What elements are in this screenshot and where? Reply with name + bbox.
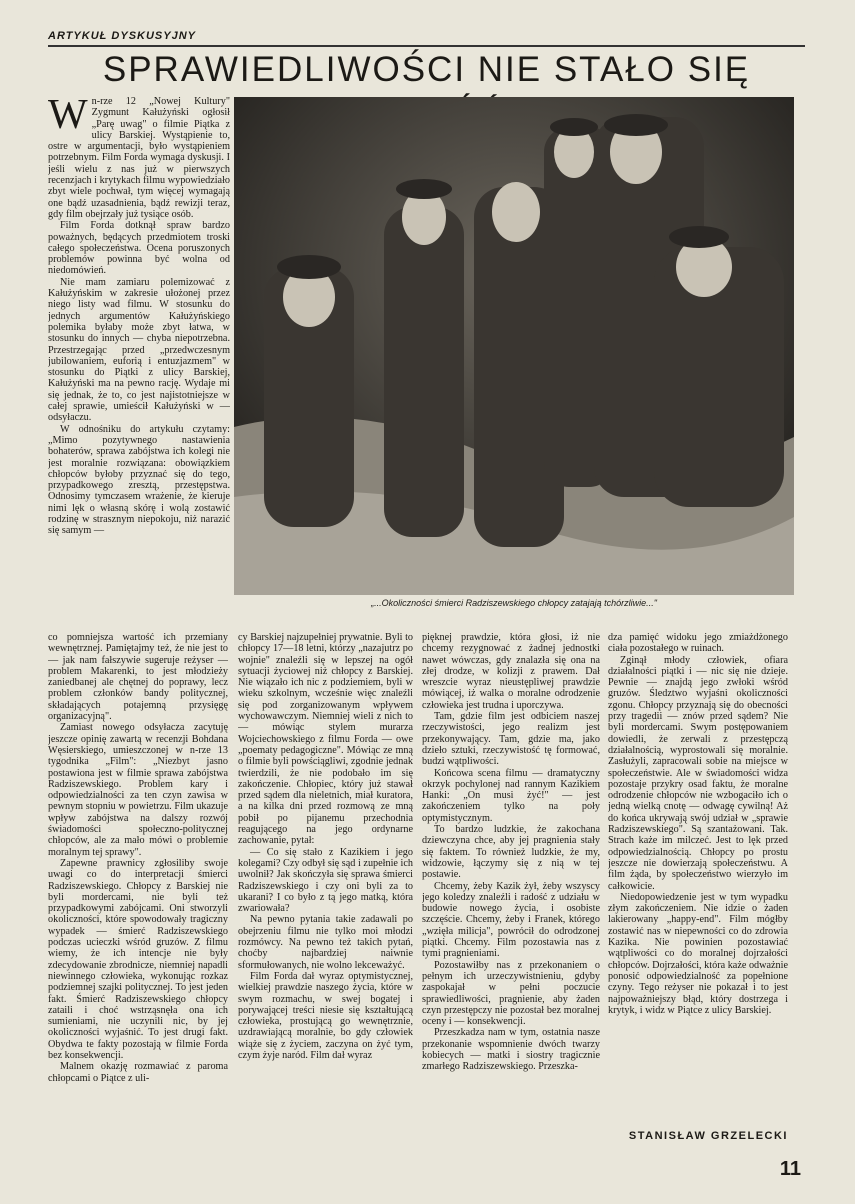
paragraph: Chcemy, żeby Kazik żył, żeby wszyscy jego koledzy znaleźli i radość z udziału w budowie nowego życia, i osobiste szczęście. Chcemy, żeby i Franek, którego „wzięła milicja", powrócił do odrodzonej piątki. Chcemy. Film pozostawia nas z tymi pragnieniami. [422,880,600,960]
paragraph: Film Forda dał wyraz optymistycznej, wielkiej prawdzie naszego życia, które w swym rozmachu, w swej bogatej i porywającej treści niesie się kształtującą człowieka, prostującą go wewnętrznie, uzdrawiającą moralnie, bo gdy człowiek wiąże się z życiem, zaczyna on żyć tym, czym żyje naród. Film dał wyraz [238,970,413,1061]
paragraph: Tam, gdzie film jest odbiciem naszej rzeczywistości, jego realizm jest przekonywający. Tam, gdzie ma, jako dzieło sztuki, rzeczywistość tę formować, budzi wątpliwości. [422,711,600,768]
paragraph: — Co się stało z Kazikiem i jego kolegami? Czy odbył się sąd i zupełnie ich uwolnił? Jak skończyła się sprawa śmierci Radziszewskiego i czy oni byli za to ukarani? I co było z tą jego matką, która zwariowała? [238,846,413,915]
paragraph: Zginął młody człowiek, ofiara działalności piątki i — nic się nie dzieje. Pewnie — znajdą jego zwłoki wśród gruzów. Śledztwo wyjaśni okoliczności zgonu. Chłopcy przyznają się do obecności przy tragedii — znów przed sądem? Nie byli mordercami. Swym postępowaniem dowiedli, że zerwali z przestępczą działalnością, wyprostowali się moralnie. Zasłużyli, zapracowali sobie na miejsce w społeczeństwie. Ale w świadomości widza pozostaje przykry osad faktu, że moralne odrodzenie chłopców nie wzbogaciło ich o jedną wielką cnotę — odwagę cywilną! Aż do końca ukrywają swój udział w „sprawie Radziszewskiego". Są szantażowani. Tak. Strach każe im milczeć. Jest to lęk przed odpowiedzialnością. Chłopcy po prostu jeszcze nie dowierzają społeczeństwu. A film żąda, by społeczeństwo wierzyło im całkowicie. [608,654,788,892]
column-1 [48,96,230,629]
author-byline: STANISŁAW GRZELECKI [628,1130,788,1142]
paragraph: Końcowa scena filmu — dramatyczny okrzyk pochylonej nad rannym Kazikiem Hanki: „On musi żyć!" — jest zakończeniem tylko na poły optymistycznym. [422,767,600,824]
paragraph: Nie mam zamiaru polemizować z Kałużyńskim w zakresie ułożonej przez niego listy wad filmu. W stosunku do jednych argumentów Kałużyńskiego polemika byłaby może zbyt łatwa, w stosunku do innych — chyba niepotrzebna. Przestrzegając przed „przedwczesnym jubilowaniem, euforią i entuzjazmem" w stosunku do Piątki z ulicy Barskiej, Kałużyński ma na pewno rację. Wydaje mi się jednak, że to, co jest najistotniejsze w całej sprawie, umieścił Kałużyński w — odsyłaczu. [48,276,230,424]
page-number: 11 [779,1158,801,1180]
paragraph: cy Barskiej najzupełniej prywatnie. Byli to chłopcy 17—18 letni, którzy „nazajutrz po wojnie" znaleźli się w lepszej na ogół sytuacji życiowej niż chłopcy z Barskiej. Nie wiązało ich nic z podziemiem, byli w wieku szkolnym, wcześnie więc znaleźli się pod zorganizowanym wpływem wychowawczym. Niemniej wieli z nich to — mówiąc stylem murarza Wojciechowskiego z filmu Forda — owe „poematy pedagogiczne". Mówiąc ze mną o filmie byli powściągliwi, zgodnie jednak twierdzili, że nie podobało im się zakończenie. Chłopiec, który już stawał przed sądem dla nieletnich, miał kuratora, a na kilka dni przed rozmową ze mną pobił po pijanemu przechodnia reagującego na jego ordynarne zachowanie, pytał: [238,632,413,847]
paragraph: Na pewno pytania takie zadawali po obejrzeniu filmu nie tylko moi młodzi rozmówcy. Na pewno też takich pytań, choćby najbardziej naiwnie sformułowanych, nie wolno lekceważyć. [238,914,413,971]
paragraph: n-rze 12 „Nowej Kultury" Zygmunt Kałużyński ogłosił „Parę uwag" o filmie Piątka z ulicy Barskiej. Wystąpienie to, ostre w argumentacji, było wystąpieniem potrzebnym. Film Forda wymaga dyskusji. I jeśli wielu z nas już w pierwszych recenzjach i krytykach filmu wypowiedziało zbyt wiele pochwał, tym więcej wymagają one bądź uzasadnienia, bądź rewizji teraz, gdy film obejrzały już tysiące osób. [48,96,230,220]
paragraph: Zamiast nowego odsyłacza zacytuję jeszcze opinię zawartą w recenzji Bohdana Węsierskiego, umieszczonej w n-rze 13 tygodnika „Film": „Niezbyt jasno postawiona jest w filmie sprawa zabójstwa Radziszewskiego. Problem kary i odpowiedzialności za ten czyn zawisa w pewnym stopniu w powietrzu. Film ukazuje wpływ zabójstwa na dalszy rozwój świadomości społeczno-politycznej chłopców, ale za mało mówi o problemie moralnym tej sprawy". [48,722,228,858]
paragraph: pięknej prawdzie, która głosi, iż nie chcemy rezygnować z żadnej jednostki nawet wówczas, gdy znalazła się ona na złej drodze, w kolizji z prawem. Dał wreszcie wyraz nieustępliwej prawdzie mówiącej, iż walka o moralne odrodzenie człowieka jest trudna i uporczywa. [422,632,600,711]
column-1-continued [48,632,228,1142]
paragraph: Pozostawiłby nas z przekonaniem o pełnym ich urzeczywistnieniu, gdyby zaspokajał w pełni poczucie sprawiedliwości, pragnienie, aby żaden czyn przestępczy nie pozostał bez moralnej oceny i — konsekwencji. [422,959,600,1028]
headline: SPRAWIEDLIWOŚCI NIE STAŁO SIĘ [102,50,751,89]
paragraph: Niedopowiedzenie jest w tym wypadku złym zakończeniem. Nie idzie o żaden lakierowany „happy-end". Film mógłby zostawić nas w niepewności co do zdrowia Kazika. Nie powinien pozostawiać wątpliwości co do moralnej dojrzałości chłopców. Dojrzałości, która każe odważnie ponosić odpowiedzialność za popełnione czyny. Tego reżyser nie pokazał i to jest najpoważniejszy błąd, który dostrzega i krytyk, i widz w Piątce z ulicy Barskiej. [608,891,788,1016]
photo-caption: „...Okoliczności śmierci Radziszewskiego chłopcy zatajają tchórzliwie..." [371,598,657,608]
paragraph: To bardzo ludzkie, że zakochana dziewczyna chce, aby jej pragnienia stały się faktem. To również ludzkie, że my, widzowie, łączymy się z nią w tej postawie. [422,824,600,881]
paragraph: W odnośniku do artykułu czytamy: „Mimo pozytywnego nastawienia bohaterów, sprawa zabójstwa ich kolegi nie jest moralnie rozwiązana: obowiązkiem chłopców byłoby przyznać się do tego, przypadkowego zresztą, przestępstwa. Odnosimy tymczasem wrażenie, że kieruje nimi lęk o własną skórę i wolą zostawić rodzinę w strasznym niepokoju, niż narazić się samym — [48,423,230,537]
paragraph: Film Forda dotknął spraw bardzo poważnych, będących przedmiotem troski całego społeczeństwa. Ocena poruszonych problemów powinna być wolna od niedomówień. [48,220,230,277]
paragraph: dza pamięć widoku jego zmiażdżonego ciała pozostałego w ruinach. [608,632,788,655]
column-4 [608,632,788,1137]
film-still-image [234,97,794,595]
header-rule [48,45,805,47]
first-paragraph [48,96,230,220]
film-still-photo [234,97,794,595]
paragraph: Malnem okazję rozmawiać z paroma chłopcami o Piątce z uli- [48,1061,228,1084]
section-label: ARTYKUŁ DYSKUSYJNY [48,30,196,42]
paragraph: co pomniejsza wartość ich przemiany wewnętrznej. Pamiętajmy też, że nie jest to — jak nam fałszywie sugeruje reżyser — problem Makarenki, to jest młodzieży zaniedbanej ale chętnej do poprawy, lecz problem członków bandy politycznej, składających potajemną przysięgę organizacyjną". [48,632,228,723]
paragraph: Przeszkadza nam w tym, ostatnia nasze przekonanie wspomnienie dwóch twarzy kobiecych — matki i siostry tragicznie zmarłego Radziszewskiego. Przeszka- [422,1027,600,1073]
column-2 [238,632,413,1142]
column-3 [422,632,600,1142]
paragraph: Zapewne prawnicy zgłosiliby swoje uwagi co do interpretacji śmierci Radziszewskiego. Chłopcy z Barskiej nie byli mordercami, nie byli też przypadkowymi zabójcami. Oni stworzyli okoliczności, które spowodowały tragiczny wypadek — śmierć Radziszewskiego podczas ucieczki wśród gruzów. Z filmu wiemy, że ich intencje nie były zdecydowanie zbrodnicze, niemniej napadli niewinnego człowieka, wykonując rozkaz podziemnej szajki politycznej. To jest jeden fakt. Śmierć Radziszewskiego chłopcy zataili i choć wstrząsnęła ona ich sumieniami, nie uczynili nic, by jej okoliczności wyjaśnić. To jest drugi fakt. Obydwa te fakty pozostają w filmie Forda bez konsekwencji. [48,857,228,1061]
drop-cap: W [48,96,88,138]
